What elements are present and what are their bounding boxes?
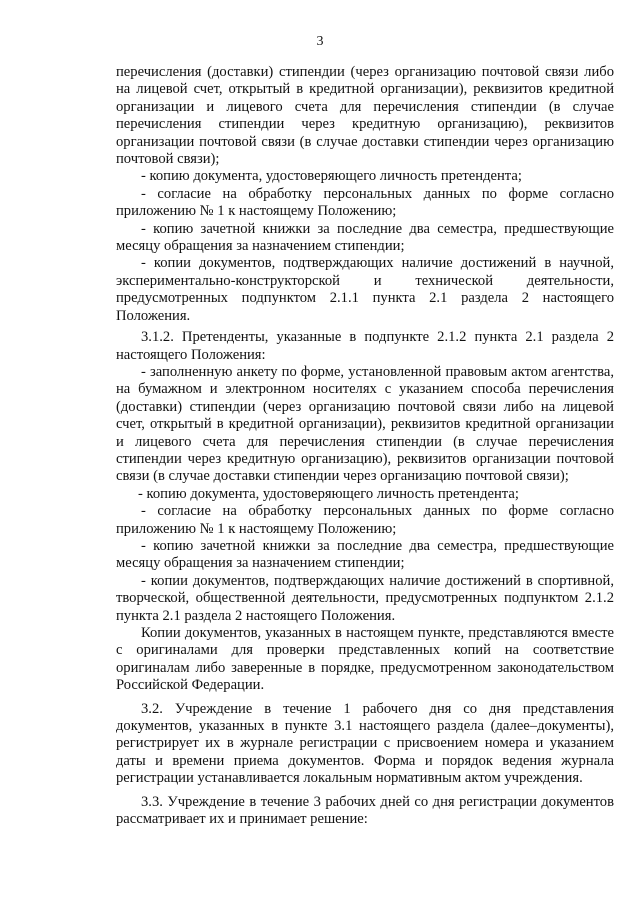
paragraph-copies-note: Копии документов, указанных в настоящем пункте, представляются вместе с оригиналами для проверки представленных копий на соответствие оригиналам либо заверенные в порядке, предусмотренном законодательством Российской Федерации. [116,625,614,694]
clause-3-2: 3.2. Учреждение в течение 1 рабочего дня со дня представления документов, указанных в пункте 3.1 настоящего раздела (далее–документы), регистрирует их в журнале регистрации с присвоением номера и указанием даты и времени приема документов. Форма и порядок ведения журнала регистрации устанавливается локальным нормативным актом учреждения. [116,700,614,787]
page-number: 3 [316,34,324,49]
list-item-form: - заполненную анкету по форме, установленной правовым актом агентства, на бумажном и электронном носителях с указанием способа перечисления (доставки) стипендии (через организацию почтовой связи либо на лицевой счет, открытый в кредитной организации), реквизитов кредитной организации и лицевого счета для перечисления стипендии (в случае перечисления стипендии через кредитную организацию), реквизитов организации почтовой связи (в случае доставки стипендии через организацию почтовой связи); [116,363,614,485]
clause-3-1-2: 3.1.2. Претенденты, указанные в подпункте 2.1.2 пункта 2.1 раздела 2 настоящего Положения: [116,329,614,363]
list-item-achievements-science: - копии документов, подтверждающих наличие достижений в научной, экспериментально-конструкторской и технической деятельности, предусмотренных подпунктом 2.1.1 пункта 2.1 раздела 2 настоящего Положения. [116,255,614,324]
list-item-consent: - согласие на обработку персональных данных по форме согласно приложению № 1 к настоящему Положению; [116,185,614,220]
list-item-identity-copy: - копию документа, удостоверяющего личность претендента; [138,485,519,502]
document-body [116,64,614,828]
list-item-identity-copy: - копию документа, удостоверяющего личность претендента; [141,168,522,185]
paragraph-continuation: перечисления (доставки) стипендии (через организацию почтовой связи либо на лицевой счет, открытый в кредитной организации), реквизитов кредитной организации и лицевого счета для перечисления стипендии (в случае перечисления стипендии через кредитную организацию), реквизитов организации почтовой связи (в случае доставки стипендии через организацию почтовой связи); [116,64,614,168]
list-item-consent: - согласие на обработку персональных данных по форме согласно приложению № 1 к настоящему Положению; [116,503,614,537]
list-item-achievements-sport: - копии документов, подтверждающих наличие достижений в спортивной, творческой, общественной деятельности, предусмотренных подпунктом 2.1.2 пункта 2.1 раздела 2 настоящего Положения. [116,572,614,624]
clause-3-3: 3.3. Учреждение в течение 3 рабочих дней со дня регистрации документов рассматривает их и принимает решение: [116,793,614,828]
list-item-record-book: - копию зачетной книжки за последние два семестра, предшествующие месяцу обращения за назначением стипендии; [116,220,614,255]
list-item-record-book: - копию зачетной книжки за последние два семестра, предшествующие месяцу обращения за назначением стипендии; [116,537,614,572]
